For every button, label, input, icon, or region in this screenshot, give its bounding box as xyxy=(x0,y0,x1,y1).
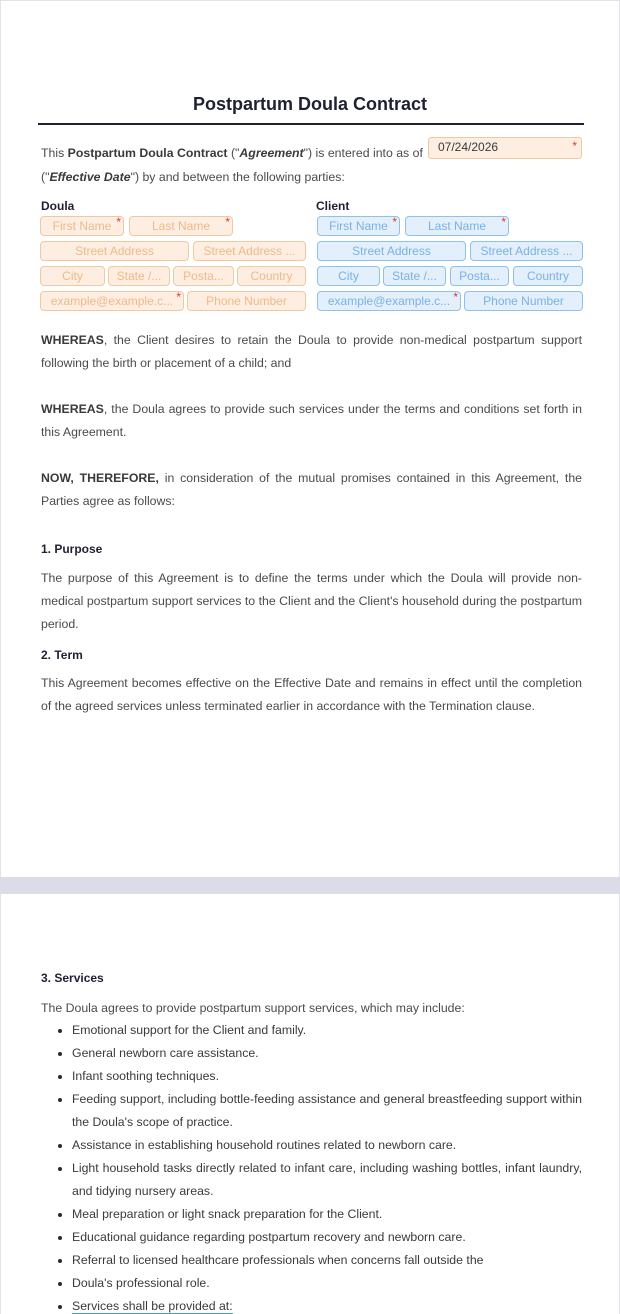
doula-phone-field[interactable]: Phone Number xyxy=(187,291,306,311)
doula-email-field[interactable]: example@example.c... * xyxy=(40,291,184,311)
list-item: Educational guidance regarding postpartum recovery and newborn care. xyxy=(58,1226,582,1249)
list-item: Meal preparation or light snack preparation for the Client. xyxy=(58,1203,582,1226)
whereas-clause-1: WHEREAS, the Client desires to retain the Doula to provide non-medical postpartum support following the birth or placement of a child; and xyxy=(41,333,582,370)
intro-line-2: ("Effective Date") by and between the following parties: xyxy=(41,170,345,184)
section-services-heading: 3. Services xyxy=(41,971,104,985)
client-state-field[interactable]: State /... xyxy=(383,266,446,286)
services-list xyxy=(58,1019,582,1314)
required-marker: * xyxy=(572,139,577,153)
section-term-text: This Agreement becomes effective on the Effective Date and remains in effect until the completion of the agreed services unless terminated earlier in accordance with the Termination clause. xyxy=(41,676,582,713)
list-item: Infant soothing techniques. xyxy=(58,1065,582,1088)
client-city-field[interactable]: City xyxy=(317,266,380,286)
section-services-intro: The Doula agrees to provide postpartum support services, which may include: xyxy=(41,1001,465,1015)
whereas-clause-2: WHEREAS, the Doula agrees to provide such services under the terms and conditions set forth in this Agreement. xyxy=(41,402,582,439)
list-item: Assistance in establishing household routines related to newborn care. xyxy=(58,1134,582,1157)
list-item xyxy=(58,1295,582,1314)
client-street-address-field[interactable]: Street Address xyxy=(317,241,466,261)
intro-line-1: This Postpartum Doula Contract ("Agreement") is entered into as of xyxy=(41,146,423,160)
section-purpose-heading: 1. Purpose xyxy=(41,542,103,556)
doula-street-address-field[interactable]: Street Address xyxy=(40,241,189,261)
client-phone-field[interactable]: Phone Number xyxy=(464,291,583,311)
page-separator xyxy=(0,877,620,894)
doula-last-name-field[interactable]: Last Name * xyxy=(129,216,233,236)
section-purpose-text: The purpose of this Agreement is to define the terms under which the Doula will provide non-medical postpartum support services to the Client and the Client's household during the postpartum period. xyxy=(41,571,582,631)
list-item: Doula's professional role. xyxy=(58,1272,582,1295)
client-street-address-2-field[interactable]: Street Address ... xyxy=(470,241,583,261)
doula-street-address-2-field[interactable]: Street Address ... xyxy=(193,241,306,261)
services-location-field[interactable]: Services shall be provided at: xyxy=(72,1299,233,1313)
client-last-name-field[interactable]: Last Name * xyxy=(405,216,509,236)
client-country-field[interactable]: Country xyxy=(513,266,583,286)
effective-date-field[interactable]: 07/24/2026 * xyxy=(428,137,582,159)
doula-postal-field[interactable]: Posta... xyxy=(173,266,234,286)
list-item: Referral to licensed healthcare professionals when concerns fall outside the xyxy=(58,1249,582,1272)
section-term-heading: 2. Term xyxy=(41,648,83,662)
list-item: Light household tasks directly related to infant care, including washing bottles, infant laundry, and tidying nursery areas. xyxy=(58,1157,582,1203)
doula-label: Doula xyxy=(41,199,75,213)
list-item: Emotional support for the Client and family. xyxy=(58,1019,582,1042)
now-therefore-clause: NOW, THEREFORE, in consideration of the mutual promises contained in this Agreement, the Parties agree as follows: xyxy=(41,471,582,508)
doula-state-field[interactable]: State /... xyxy=(108,266,170,286)
doula-city-field[interactable]: City xyxy=(40,266,105,286)
title-divider xyxy=(38,123,584,125)
document-title: Postpartum Doula Contract xyxy=(192,94,428,114)
list-item: Feeding support, including bottle-feeding assistance and general breastfeeding support within the Doula's scope of practice. xyxy=(58,1088,582,1134)
doula-first-name-field[interactable]: First Name * xyxy=(40,216,124,236)
client-email-field[interactable]: example@example.c... * xyxy=(317,291,461,311)
client-first-name-field[interactable]: First Name * xyxy=(317,216,400,236)
client-label: Client xyxy=(316,199,350,213)
client-postal-field[interactable]: Posta... xyxy=(450,266,509,286)
doula-country-field[interactable]: Country xyxy=(237,266,306,286)
list-item: General newborn care assistance. xyxy=(58,1042,582,1065)
